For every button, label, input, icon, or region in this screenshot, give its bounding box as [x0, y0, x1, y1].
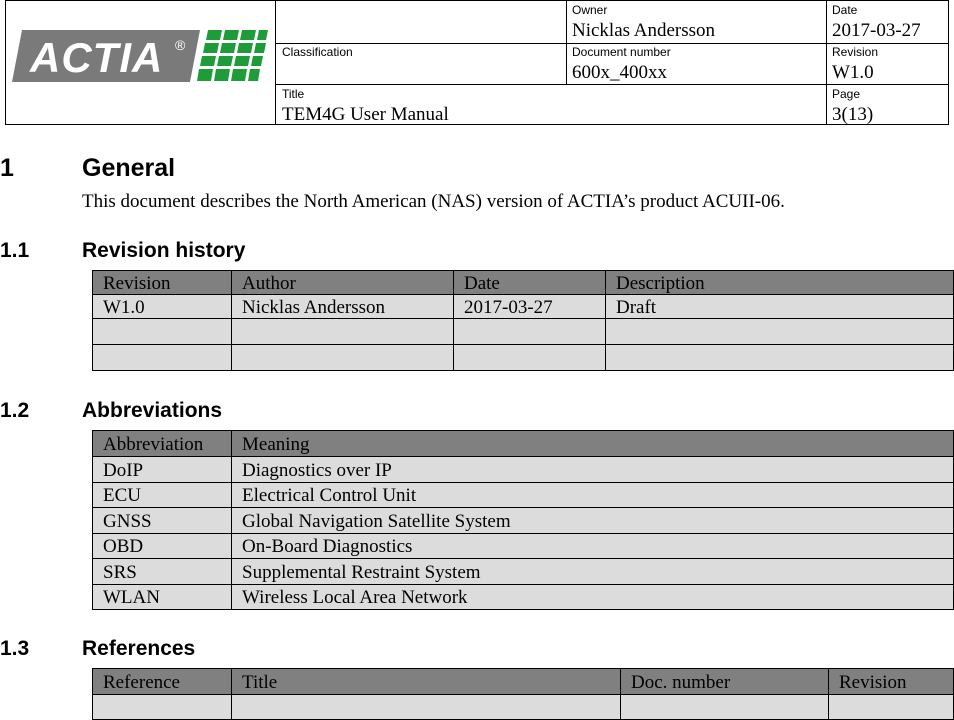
- table-row: [93, 483, 954, 508]
- section-1-number: 1: [0, 154, 14, 182]
- revision-label: Revision: [832, 45, 879, 59]
- table-cell: Wireless Local Area Network: [232, 585, 954, 610]
- actia-logo-graphic: [12, 28, 268, 84]
- table-header-row: [93, 271, 954, 295]
- svg-text:®: ®: [175, 37, 186, 53]
- owner-value: Nicklas Andersson: [572, 20, 716, 41]
- table-row: [93, 319, 954, 345]
- abbreviations-table: [92, 430, 954, 610]
- references-table: [92, 668, 954, 720]
- column-header: Author: [232, 271, 454, 295]
- table-cell: Global Navigation Satellite System: [232, 508, 954, 534]
- date-label: Date: [832, 3, 858, 17]
- title-value: TEM4G User Manual: [282, 104, 449, 125]
- table-cell: [606, 345, 954, 371]
- date-value: 2017-03-27: [832, 20, 921, 41]
- section-1-3-title: References: [82, 637, 196, 660]
- document-header: [5, 0, 949, 125]
- section-1-1-number: 1.1: [0, 239, 30, 262]
- table-cell: 2017-03-27: [454, 295, 606, 319]
- table-header-row: [93, 431, 954, 457]
- column-header: Doc. number: [621, 669, 829, 695]
- table-header-row: [93, 669, 954, 695]
- table-cell: [232, 345, 454, 371]
- owner-label: Owner: [572, 3, 608, 17]
- table-cell: [454, 319, 606, 345]
- table-cell: [232, 319, 454, 345]
- table-cell: [621, 695, 829, 720]
- column-header: Reference: [93, 669, 232, 695]
- table-cell: Draft: [606, 295, 954, 319]
- document-number-label: Document number: [572, 45, 671, 59]
- table-cell: OBD: [93, 534, 232, 559]
- column-header: Revision: [829, 669, 954, 695]
- section-1-3-number: 1.3: [0, 637, 30, 660]
- table-row: [93, 295, 954, 319]
- column-header: Description: [606, 271, 954, 295]
- table-cell: [93, 319, 232, 345]
- revision-history-table: [92, 270, 954, 371]
- table-cell: [606, 319, 954, 345]
- table-cell: DoIP: [93, 457, 232, 483]
- table-cell: SRS: [93, 559, 232, 585]
- table-cell: GNSS: [93, 508, 232, 534]
- table-cell: ECU: [93, 483, 232, 508]
- column-header: Meaning: [232, 431, 954, 457]
- table-cell: W1.0: [93, 295, 232, 319]
- table-row: [93, 457, 954, 483]
- column-header: Abbreviation: [93, 431, 232, 457]
- section-1-title: General: [82, 154, 176, 182]
- table-cell: [232, 695, 621, 720]
- table-cell: [93, 345, 232, 371]
- table-row: [93, 345, 954, 371]
- table-cell: WLAN: [93, 585, 232, 610]
- page-label: Page: [832, 87, 861, 101]
- table-cell: On-Board Diagnostics: [232, 534, 954, 559]
- column-header: Revision: [93, 271, 232, 295]
- actia-logo: [12, 28, 268, 84]
- table-row: [93, 585, 954, 610]
- table-cell: [93, 695, 232, 720]
- section-1-1-title: Revision history: [82, 239, 246, 262]
- table-cell: [829, 695, 954, 720]
- column-header: Title: [232, 669, 621, 695]
- svg-text:ACTIA: ACTIA: [30, 34, 164, 81]
- section-1-2-title: Abbreviations: [82, 399, 223, 422]
- title-label: Title: [282, 87, 305, 101]
- table-cell: [454, 345, 606, 371]
- section-1-2-number: 1.2: [0, 399, 30, 422]
- table-cell: Supplemental Restraint System: [232, 559, 954, 585]
- table-cell: Diagnostics over IP: [232, 457, 954, 483]
- table-cell: Nicklas Andersson: [232, 295, 454, 319]
- section-1-body: This document describes the North American (NAS) version of ACTIA’s product ACUII-06.: [82, 191, 785, 212]
- revision-value: W1.0: [832, 62, 874, 83]
- table-row: [93, 559, 954, 585]
- table-cell: Electrical Control Unit: [232, 483, 954, 508]
- document-number-value: 600x_400xx: [572, 62, 667, 83]
- table-row: [93, 508, 954, 534]
- page-value: 3(13): [832, 104, 874, 125]
- classification-label: Classification: [282, 45, 353, 59]
- column-header: Date: [454, 271, 606, 295]
- table-row: [93, 534, 954, 559]
- table-row: [93, 695, 954, 720]
